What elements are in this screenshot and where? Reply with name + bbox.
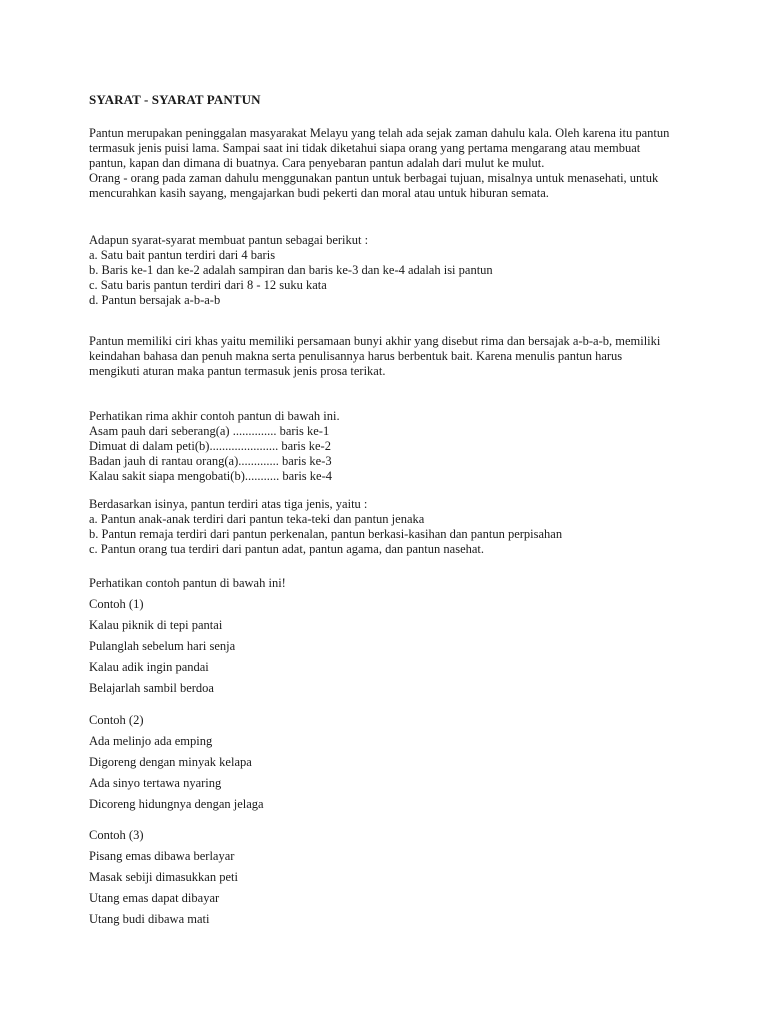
text-line: Berdasarkan isinya, pantun terdiri atas tiga jenis, yaitu : bbox=[89, 497, 368, 511]
syarat-list bbox=[89, 233, 689, 308]
ciri-paragraph bbox=[89, 334, 689, 379]
text-line: Adapun syarat-syarat membuat pantun sebagai berikut : bbox=[89, 233, 369, 247]
text-line: keindahan bahasa dan penuh makna serta penulisannya harus berbentuk bait. Karena menulis pantun harus bbox=[89, 349, 623, 363]
pantun-line: Masak sebiji dimasukkan peti bbox=[89, 870, 238, 884]
contoh-heading: Contoh (2) bbox=[89, 713, 144, 727]
pantun-line: Kalau piknik di tepi pantai bbox=[89, 618, 223, 632]
text-line: Orang - orang pada zaman dahulu menggunakan pantun untuk berbagai tujuan, misalnya untuk menasehati, untuk bbox=[89, 171, 659, 185]
contoh-heading: Contoh (1) bbox=[89, 597, 144, 611]
pantun-line: Ada sinyo tertawa nyaring bbox=[89, 776, 222, 790]
pantun-line: Dicoreng hidungnya dengan jelaga bbox=[89, 797, 264, 811]
pantun-line: Pulanglah sebelum hari senja bbox=[89, 639, 236, 653]
pantun-line: Belajarlah sambil berdoa bbox=[89, 681, 214, 695]
rima-example bbox=[89, 409, 689, 484]
pantun-line: Ada melinjo ada emping bbox=[89, 734, 213, 748]
contoh-intro: Perhatikan contoh pantun di bawah ini! bbox=[89, 576, 286, 590]
text-line: a. Satu bait pantun terdiri dari 4 baris bbox=[89, 248, 276, 262]
text-line: Pantun merupakan peninggalan masyarakat Melayu yang telah ada sejak zaman dahulu kala. Oleh karena itu pantun bbox=[89, 126, 670, 140]
text-line: Pantun memiliki ciri khas yaitu memiliki persamaan bunyi akhir yang disebut rima dan bersajak a-b-a-b, memiliki bbox=[89, 334, 661, 348]
contoh-heading: Contoh (3) bbox=[89, 828, 144, 842]
pantun-line: Pisang emas dibawa berlayar bbox=[89, 849, 235, 863]
text-line: termasuk jenis puisi lama. Sampai saat ini tidak diketahui siapa orang yang pertama mengarang atau membuat bbox=[89, 141, 641, 155]
text-line: Kalau sakit siapa mengobati(b)........... baris ke-4 bbox=[89, 469, 332, 483]
page-title: SYARAT - SYARAT PANTUN bbox=[89, 92, 261, 107]
text-line: a. Pantun anak-anak terdiri dari pantun teka-teki dan pantun jenaka bbox=[89, 512, 425, 526]
pantun-line: Digoreng dengan minyak kelapa bbox=[89, 755, 252, 769]
text-line: c. Pantun orang tua terdiri dari pantun adat, pantun agama, dan pantun nasehat. bbox=[89, 542, 485, 556]
text-line: mengikuti aturan maka pantun termasuk jenis prosa terikat. bbox=[89, 364, 386, 378]
jenis-list bbox=[89, 497, 689, 557]
text-line: mencurahkan kasih sayang, mengajarkan budi pekerti dan moral atau untuk hiburan semata. bbox=[89, 186, 549, 200]
pantun-line: Utang emas dapat dibayar bbox=[89, 891, 220, 905]
text-line: Perhatikan rima akhir contoh pantun di bawah ini. bbox=[89, 409, 340, 423]
text-line: d. Pantun bersajak a-b-a-b bbox=[89, 293, 221, 307]
text-line: Dimuat di dalam peti(b)...................... baris ke-2 bbox=[89, 439, 331, 453]
text-line: c. Satu baris pantun terdiri dari 8 - 12 suku kata bbox=[89, 278, 327, 292]
contoh-1-block bbox=[89, 573, 286, 699]
contoh-3-block bbox=[89, 825, 238, 930]
intro-paragraph bbox=[89, 126, 689, 201]
text-line: Asam pauh dari seberang(a) .............. baris ke-1 bbox=[89, 424, 330, 438]
text-line: b. Pantun remaja terdiri dari pantun perkenalan, pantun berkasi-kasihan dan pantun perpisahan bbox=[89, 527, 563, 541]
text-line: b. Baris ke-1 dan ke-2 adalah sampiran dan baris ke-3 dan ke-4 adalah isi pantun bbox=[89, 263, 493, 277]
text-line: Badan jauh di rantau orang(a)............. baris ke-3 bbox=[89, 454, 332, 468]
pantun-line: Kalau adik ingin pandai bbox=[89, 660, 209, 674]
contoh-2-block bbox=[89, 710, 264, 815]
pantun-line: Utang budi dibawa mati bbox=[89, 912, 210, 926]
text-line: pantun, kapan dan dimana di buatnya. Cara penyebaran pantun adalah dari mulut ke mulut. bbox=[89, 156, 545, 170]
